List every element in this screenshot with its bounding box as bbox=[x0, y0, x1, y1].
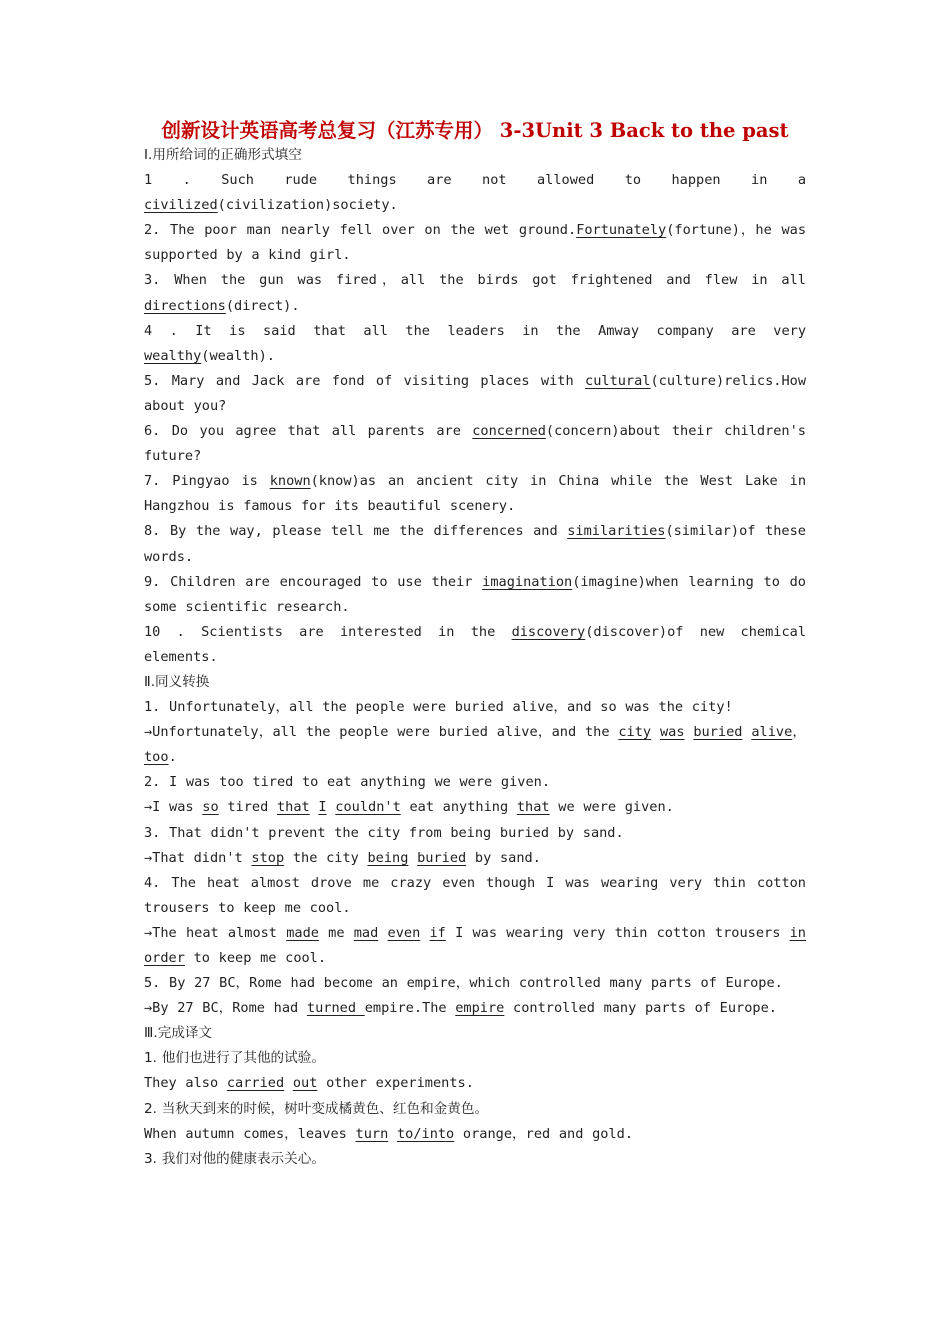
item-text-before: 2. The poor man nearly fell over on the wet ground. bbox=[144, 222, 577, 239]
item-text-before: 7. Pingyao is bbox=[144, 473, 270, 490]
answer-word: being bbox=[367, 849, 409, 866]
s2-answer-4 bbox=[144, 921, 806, 971]
answer-word: turn bbox=[355, 1125, 389, 1142]
line-text: →By 27 BC，Rome had bbox=[144, 1000, 307, 1017]
section-1-list bbox=[144, 168, 806, 670]
answer-word: empire bbox=[455, 1000, 505, 1017]
fill-blank-item bbox=[144, 218, 806, 268]
answer-word: in bbox=[789, 924, 806, 941]
s3-chinese-3: 3. 我们对他的健康表示关心。 bbox=[144, 1150, 325, 1167]
answer-word: that bbox=[516, 799, 550, 816]
answer-word: made bbox=[286, 924, 319, 941]
line-text: ， bbox=[792, 724, 807, 741]
line-text: →The heat almost bbox=[144, 924, 287, 941]
item-text-after: (imagine)when learning to do some scientific research. bbox=[144, 573, 806, 615]
item-text-before: 9. Children are encouraged to use their bbox=[144, 573, 483, 590]
answer-word: to/into bbox=[396, 1125, 455, 1142]
line-text: the city bbox=[284, 849, 368, 866]
fill-blank-item bbox=[144, 570, 806, 620]
answer-word: alive bbox=[751, 724, 793, 741]
line-text bbox=[420, 925, 429, 941]
line-text: →I was bbox=[144, 799, 203, 816]
line-text bbox=[378, 925, 387, 941]
item-text-before: 10 . Scientists are interested in the bbox=[144, 623, 512, 640]
line-text bbox=[742, 724, 751, 740]
line-text: →That didn't bbox=[144, 849, 252, 866]
answer-word: if bbox=[429, 924, 446, 941]
s2-answer-1 bbox=[144, 720, 806, 770]
line-text: by sand. bbox=[466, 849, 541, 866]
item-text-after: (know)as an ancient city in China while the West Lake in Hangzhou is famous for its beautiful scenery. bbox=[144, 473, 807, 515]
line-text: to keep me cool. bbox=[184, 950, 327, 966]
s2-answer-2 bbox=[144, 795, 806, 820]
answer-word: stop bbox=[251, 849, 285, 866]
answer-word: couldn't bbox=[335, 799, 401, 816]
item-text-before: 4 . It is said that all the leaders in the Amway company are very bbox=[144, 322, 806, 339]
line-text: eat anything bbox=[400, 799, 517, 816]
s3-chinese-2: 2. 当秋天到来的时候，树叶变成橘黄色、红色和金黄色。 bbox=[144, 1100, 489, 1117]
item-text-after: (discover)of new chemical elements. bbox=[144, 623, 806, 665]
line-text bbox=[284, 1075, 293, 1091]
answer-word: cultural bbox=[585, 372, 651, 389]
answer-word: turned bbox=[306, 1000, 365, 1017]
s2-question-5: 5. By 27 BC，Rome had become an empire，which controlled many parts of Europe. bbox=[144, 975, 783, 992]
fill-blank-item bbox=[144, 419, 806, 469]
item-text-after: (direct). bbox=[225, 297, 300, 314]
s3-english-2 bbox=[144, 1122, 806, 1147]
answer-word: imagination bbox=[482, 573, 573, 590]
answer-word: directions bbox=[144, 297, 226, 314]
s2-question-4: 4. The heat almost drove me crazy even though I was wearing very thin cotton trousers to keep me cool. bbox=[144, 874, 806, 916]
answer-word: was bbox=[659, 724, 685, 741]
item-text-before: 1 . Such rude things are not allowed to happen in a bbox=[144, 172, 806, 189]
item-text-after: (fortune)，he was supported by a kind girl. bbox=[144, 222, 807, 264]
s2-answer-3 bbox=[144, 846, 806, 871]
answer-word: even bbox=[387, 924, 421, 941]
answer-word: buried bbox=[693, 724, 743, 741]
s2-question-3: 3. That didn't prevent the city from being buried by sand. bbox=[144, 824, 624, 841]
answer-word: wealthy bbox=[144, 347, 202, 364]
section-3-heading: Ⅲ.完成译文 bbox=[144, 1025, 213, 1042]
line-text: I was wearing very thin cotton trousers bbox=[445, 924, 790, 941]
answer-word: too bbox=[144, 749, 169, 766]
s3-english-1 bbox=[144, 1071, 806, 1096]
fill-blank-item bbox=[144, 319, 806, 369]
fill-blank-item bbox=[144, 519, 806, 569]
fill-blank-item bbox=[144, 469, 806, 519]
answer-word: mad bbox=[353, 924, 379, 941]
fill-blank-item bbox=[144, 369, 806, 419]
answer-word: out bbox=[292, 1075, 318, 1092]
line-text: tired bbox=[218, 799, 277, 816]
answer-word: I bbox=[318, 799, 327, 816]
item-text-after: (culture)relics.How about you? bbox=[144, 372, 806, 414]
answer-word: concerned bbox=[472, 423, 546, 440]
item-text-after: (similar)of these words. bbox=[144, 523, 806, 565]
section-1-heading: Ⅰ.用所给词的正确形式填空 bbox=[144, 147, 302, 163]
fill-blank-item bbox=[144, 268, 806, 318]
line-text: They also bbox=[144, 1075, 227, 1092]
document-title: 创新设计英语高考总复习（江苏专用） 3-3Unit 3 Back to the past bbox=[161, 119, 789, 142]
line-text: controlled many parts of Europe. bbox=[504, 1000, 777, 1017]
line-text: me bbox=[318, 924, 354, 941]
item-text-before: 3. When the gun was fired，all the birds got frightened and flew in all bbox=[144, 272, 806, 289]
item-text-after: (civilization)society. bbox=[217, 197, 398, 214]
s2-answer-5 bbox=[144, 996, 806, 1021]
line-text bbox=[327, 799, 336, 815]
line-text bbox=[651, 724, 660, 740]
s3-chinese-1: 1. 他们也进行了其他的试验。 bbox=[144, 1050, 325, 1067]
item-text-after: (wealth). bbox=[201, 347, 275, 364]
line-text: other experiments. bbox=[317, 1075, 474, 1092]
line-text: When autumn comes，leaves bbox=[144, 1125, 356, 1142]
line-text: . bbox=[168, 749, 177, 766]
answer-word: Fortunately bbox=[576, 222, 667, 239]
item-text-before: 6. Do you agree that all parents are bbox=[144, 423, 473, 440]
item-text-before: 8. By the way, please tell me the differences and bbox=[144, 523, 568, 540]
section-2-heading: Ⅱ.同义转换 bbox=[144, 673, 210, 690]
line-text: we were given. bbox=[549, 799, 674, 816]
document-page bbox=[144, 118, 806, 1172]
s2-question-2: 2. I was too tired to eat anything we were given. bbox=[144, 774, 551, 791]
answer-word: so bbox=[202, 799, 219, 816]
answer-word: similarities bbox=[567, 523, 666, 540]
answer-word: known bbox=[269, 473, 311, 490]
fill-blank-item bbox=[144, 168, 806, 218]
line-text: empire.The bbox=[364, 1000, 456, 1017]
fill-blank-item bbox=[144, 620, 806, 670]
line-text bbox=[388, 1126, 397, 1142]
answer-word: city bbox=[618, 724, 652, 741]
answer-word: carried bbox=[226, 1075, 285, 1092]
answer-word: buried bbox=[417, 849, 467, 866]
item-text-after: (concern)about their children's future? bbox=[144, 423, 806, 465]
line-text: orange，red and gold. bbox=[454, 1125, 634, 1142]
answer-word: civilized bbox=[144, 197, 218, 214]
answer-word: order bbox=[144, 950, 185, 966]
answer-word: discovery bbox=[511, 623, 586, 640]
line-text: →Unfortunately，all the people were buried alive，and the bbox=[144, 724, 619, 741]
answer-word: that bbox=[276, 799, 310, 816]
item-text-before: 5. Mary and Jack are fond of visiting places with bbox=[144, 372, 586, 389]
line-text bbox=[408, 850, 417, 866]
s2-question-1: 1. Unfortunately，all the people were buried alive，and so was the city! bbox=[144, 699, 733, 716]
